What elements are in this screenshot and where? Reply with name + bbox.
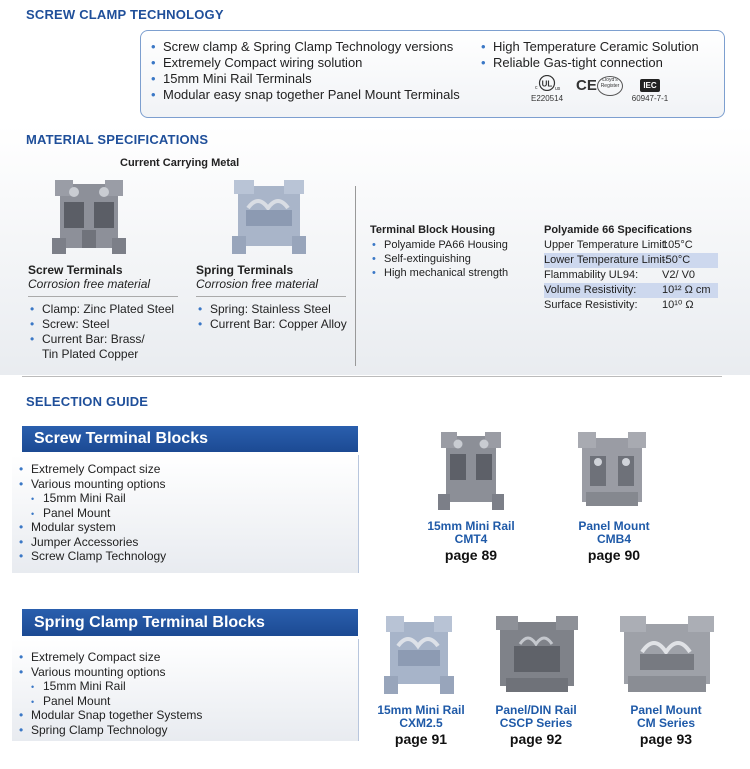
iec-cert-logo (625, 75, 675, 103)
metal-heading: Current Carrying Metal (120, 157, 240, 169)
svg-text:us: us (555, 86, 561, 91)
feature-item: • High Temperature Ceramic Solution (479, 39, 719, 55)
spring-divider (196, 296, 346, 297)
spring-terminals-subheading: Corrosion free material (196, 277, 319, 291)
spec-label: Surface Resistivity: (544, 299, 638, 311)
spring-blocks-panel (12, 639, 359, 741)
screw-blocks-heading: Screw Terminal Blocks (22, 426, 358, 452)
feature-item: • Extremely Compact wiring solution (149, 55, 479, 71)
product-name: Panel Mount (630, 703, 702, 717)
features-right-list (479, 39, 719, 71)
product-name: Panel Mount (578, 519, 650, 533)
spec-label: Volume Resistivity: (544, 284, 637, 296)
screw-materials-list (28, 302, 188, 347)
features-box (140, 30, 725, 118)
lloyds-register-icon: Lloyd's Register (597, 76, 623, 96)
selection-title: SELECTION GUIDE (26, 394, 149, 409)
screw-terminals-heading: Screw Terminals (28, 263, 123, 277)
spec-value: 105°C (662, 239, 693, 251)
material-item: • Screw: Steel (28, 317, 188, 332)
screw-terminal-image (52, 180, 126, 256)
product-page-link[interactable]: page 90 (587, 547, 641, 563)
feature-item: • 15mm Mini Rail Terminals (149, 71, 479, 87)
spring-terminals-heading: Spring Terminals (196, 263, 294, 277)
screw-divider (28, 296, 178, 297)
spring-terminals-block (196, 263, 318, 291)
spec-label: Flammability UL94: (544, 269, 639, 281)
section-divider (22, 376, 722, 377)
spec-row (544, 268, 718, 283)
spec-value: V2/ V0 (662, 269, 696, 281)
product-name: 15mm Mini Rail (427, 519, 515, 533)
cmt4-terminal-image (438, 432, 504, 510)
spec-row (544, 253, 718, 268)
spec-label: Lower Temperature Limit: (544, 254, 668, 266)
spring-blocks-list (17, 650, 347, 737)
material-item: • Spring: Stainless Steel (196, 302, 366, 317)
iec-mark-icon: IEC (640, 79, 659, 92)
screw-blocks-panel (12, 455, 359, 573)
housing-item: • High mechanical strength (370, 266, 540, 280)
product-name: 15mm Mini Rail (377, 703, 465, 717)
svg-text:UL: UL (541, 79, 553, 89)
screw-blocks-list (17, 462, 347, 564)
product-caption (359, 704, 483, 746)
spec-value: -50°C (662, 254, 691, 266)
housing-heading: Terminal Block Housing (370, 224, 496, 236)
spec-row (544, 283, 718, 298)
vertical-divider (355, 186, 356, 366)
ul-mark-icon (532, 75, 562, 91)
feature-item: • Reliable Gas-tight connection (479, 55, 719, 71)
spring-blocks-heading: Spring Clamp Terminal Blocks (22, 609, 358, 636)
feature-item: • Modular easy snap together Panel Mount Terminals (149, 87, 479, 103)
ce-mark-icon: CE (576, 77, 597, 94)
screw-terminals-subheading: Corrosion free material (28, 277, 151, 291)
product-caption (552, 520, 676, 562)
spring-terminal-image (232, 180, 306, 256)
product-model: CMB4 (596, 532, 631, 546)
material-item: • Current Bar: Brass/ (28, 332, 188, 347)
product-caption (474, 704, 598, 746)
material-item: • Current Bar: Copper Alloy (196, 317, 366, 332)
guide-item: • Extremely Compact size (17, 462, 347, 477)
guide-item: • Modular system (17, 520, 347, 535)
pa66-spec-table (544, 238, 718, 313)
guide-subitem: • 15mm Mini Rail (17, 679, 347, 694)
ul-cert-logo (525, 75, 569, 103)
screw-clamp-title: SCREW CLAMP TECHNOLOGY (26, 7, 224, 22)
housing-item: • Polyamide PA66 Housing (370, 238, 540, 252)
product-model: CXM2.5 (399, 716, 443, 730)
pa66-heading: Polyamide 66 Specifications (544, 224, 692, 236)
ul-cert-code: E220514 (530, 94, 564, 103)
svg-text:c: c (535, 85, 538, 91)
guide-item: • Screw Clamp Technology (17, 549, 347, 564)
feature-item: • Screw clamp & Spring Clamp Technology versions (149, 39, 479, 55)
spec-value: 10¹⁰ Ω (662, 299, 694, 311)
spec-row (544, 298, 718, 313)
guide-item: • Modular Snap together Systems (17, 708, 347, 723)
iec-cert-code: 60947-7-1 (631, 94, 669, 103)
cscp-terminal-image (496, 616, 578, 694)
guide-item: • Various mounting options (17, 477, 347, 492)
product-caption (604, 704, 728, 746)
product-model: CM Series (636, 716, 696, 730)
cmb4-terminal-image (578, 432, 646, 510)
housing-list (370, 238, 540, 280)
material-item: • Clamp: Zinc Plated Steel (28, 302, 188, 317)
guide-item: • Spring Clamp Technology (17, 723, 347, 738)
guide-item: • Jumper Accessories (17, 535, 347, 550)
product-model: CMT4 (454, 532, 488, 546)
cxm25-terminal-image (384, 616, 454, 694)
guide-item: • Extremely Compact size (17, 650, 347, 665)
product-page-link[interactable]: page 93 (639, 731, 693, 747)
product-name: Panel/DIN Rail (495, 703, 577, 717)
features-left-list (149, 39, 479, 103)
material-title: MATERIAL SPECIFICATIONS (26, 132, 209, 147)
product-page-link[interactable]: page 89 (444, 547, 498, 563)
product-model: CSCP Series (499, 716, 573, 730)
product-page-link[interactable]: page 91 (394, 731, 448, 747)
product-page-link[interactable]: page 92 (509, 731, 563, 747)
spec-row (544, 238, 718, 253)
guide-subitem: • 15mm Mini Rail (17, 491, 347, 506)
guide-item: • Various mounting options (17, 665, 347, 680)
guide-subitem: • Panel Mount (17, 694, 347, 709)
spring-materials-list (196, 302, 366, 332)
spec-label: Upper Temperature Limit: (544, 239, 668, 251)
material-item-continuation: Tin Plated Copper (42, 347, 139, 361)
product-caption (409, 520, 533, 562)
spec-value: 10¹² Ω cm (662, 284, 711, 296)
cm-series-terminal-image (620, 616, 714, 694)
screw-terminals-block (28, 263, 150, 291)
guide-subitem: • Panel Mount (17, 506, 347, 521)
housing-item: • Self-extinguishing (370, 252, 540, 266)
